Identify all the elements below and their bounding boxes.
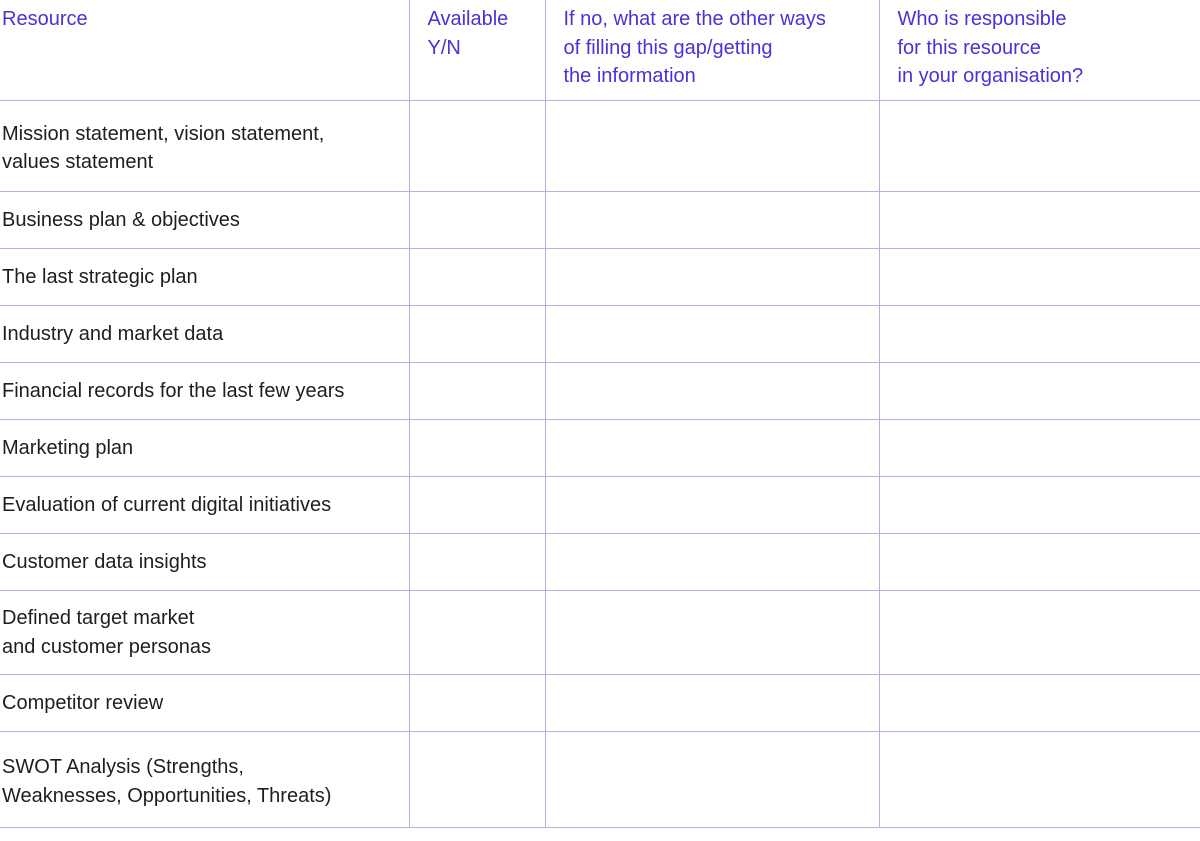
responsible-cell[interactable] <box>879 101 1200 192</box>
responsible-cell[interactable] <box>879 591 1200 675</box>
resource-label: Competitor review <box>2 691 164 714</box>
other-ways-cell[interactable] <box>545 675 879 732</box>
available-cell[interactable] <box>409 534 545 591</box>
resource-label: Financial records for the last few years <box>2 379 345 402</box>
table-row <box>0 591 1200 675</box>
responsible-cell[interactable] <box>879 249 1200 306</box>
other-ways-cell[interactable] <box>545 591 879 675</box>
available-cell[interactable] <box>409 249 545 306</box>
available-cell[interactable] <box>409 732 545 828</box>
resource-cell <box>0 477 409 534</box>
resource-label: Mission statement, vision statement, <box>2 122 325 145</box>
table-row <box>0 732 1200 828</box>
header-responsible <box>879 0 1200 101</box>
other-ways-cell[interactable] <box>545 363 879 420</box>
other-ways-cell[interactable] <box>545 192 879 249</box>
responsible-cell[interactable] <box>879 675 1200 732</box>
other-ways-cell[interactable] <box>545 249 879 306</box>
table-row <box>0 363 1200 420</box>
other-ways-cell[interactable] <box>545 477 879 534</box>
header-responsible-line: Who is responsible <box>897 8 1067 30</box>
other-ways-cell[interactable] <box>545 732 879 828</box>
responsible-cell[interactable] <box>879 363 1200 420</box>
resource-label: The last strategic plan <box>2 265 198 288</box>
header-resource-line: Resource <box>2 8 88 30</box>
table-row <box>0 306 1200 363</box>
available-cell[interactable] <box>409 363 545 420</box>
responsible-cell[interactable] <box>879 534 1200 591</box>
resource-cell <box>0 591 409 675</box>
other-ways-cell[interactable] <box>545 420 879 477</box>
resource-label: Weaknesses, Opportunities, Threats) <box>2 784 332 807</box>
resource-label: and customer personas <box>2 635 212 658</box>
resource-label: Marketing plan <box>2 436 134 459</box>
responsible-cell[interactable] <box>879 420 1200 477</box>
resource-cell <box>0 101 409 192</box>
header-available-line: Available <box>427 8 509 30</box>
resource-label: Defined target market <box>2 607 195 629</box>
available-cell[interactable] <box>409 591 545 675</box>
resource-cell <box>0 534 409 591</box>
available-cell[interactable] <box>409 420 545 477</box>
table-row <box>0 101 1200 192</box>
resource-label: Customer data insights <box>2 550 207 573</box>
table-row <box>0 192 1200 249</box>
available-cell[interactable] <box>409 101 545 192</box>
resource-label: Business plan & objectives <box>2 208 240 231</box>
resource-cell <box>0 420 409 477</box>
header-other-ways-line: If no, what are the other ways <box>563 8 826 30</box>
other-ways-cell[interactable] <box>545 534 879 591</box>
table-row <box>0 249 1200 306</box>
resource-label: Industry and market data <box>2 322 224 345</box>
header-available-line: Y/N <box>427 36 461 59</box>
resource-label: values statement <box>2 151 154 173</box>
header-responsible-line: for this resource <box>897 36 1041 59</box>
available-cell[interactable] <box>409 192 545 249</box>
table-row <box>0 420 1200 477</box>
resource-cell <box>0 363 409 420</box>
responsible-cell[interactable] <box>879 732 1200 828</box>
available-cell[interactable] <box>409 477 545 534</box>
responsible-cell[interactable] <box>879 306 1200 363</box>
header-other-ways <box>545 0 879 101</box>
resource-cell <box>0 732 409 828</box>
resource-cell <box>0 192 409 249</box>
resource-label: Evaluation of current digital initiatives <box>2 493 332 516</box>
other-ways-cell[interactable] <box>545 101 879 192</box>
available-cell[interactable] <box>409 675 545 732</box>
table-row <box>0 675 1200 732</box>
resource-cell <box>0 249 409 306</box>
header-other-ways-line: of filling this gap/getting <box>563 36 773 59</box>
resource-cell <box>0 675 409 732</box>
table-row <box>0 534 1200 591</box>
header-resource <box>0 0 409 101</box>
header-row <box>0 0 1200 101</box>
available-cell[interactable] <box>409 306 545 363</box>
header-responsible-line: in your organisation? <box>897 65 1084 87</box>
responsible-cell[interactable] <box>879 192 1200 249</box>
table-row <box>0 477 1200 534</box>
resource-cell <box>0 306 409 363</box>
header-available <box>409 0 545 101</box>
responsible-cell[interactable] <box>879 477 1200 534</box>
resource-label: SWOT Analysis (Strengths, <box>2 756 244 778</box>
header-other-ways-line: the information <box>563 65 696 87</box>
other-ways-cell[interactable] <box>545 306 879 363</box>
